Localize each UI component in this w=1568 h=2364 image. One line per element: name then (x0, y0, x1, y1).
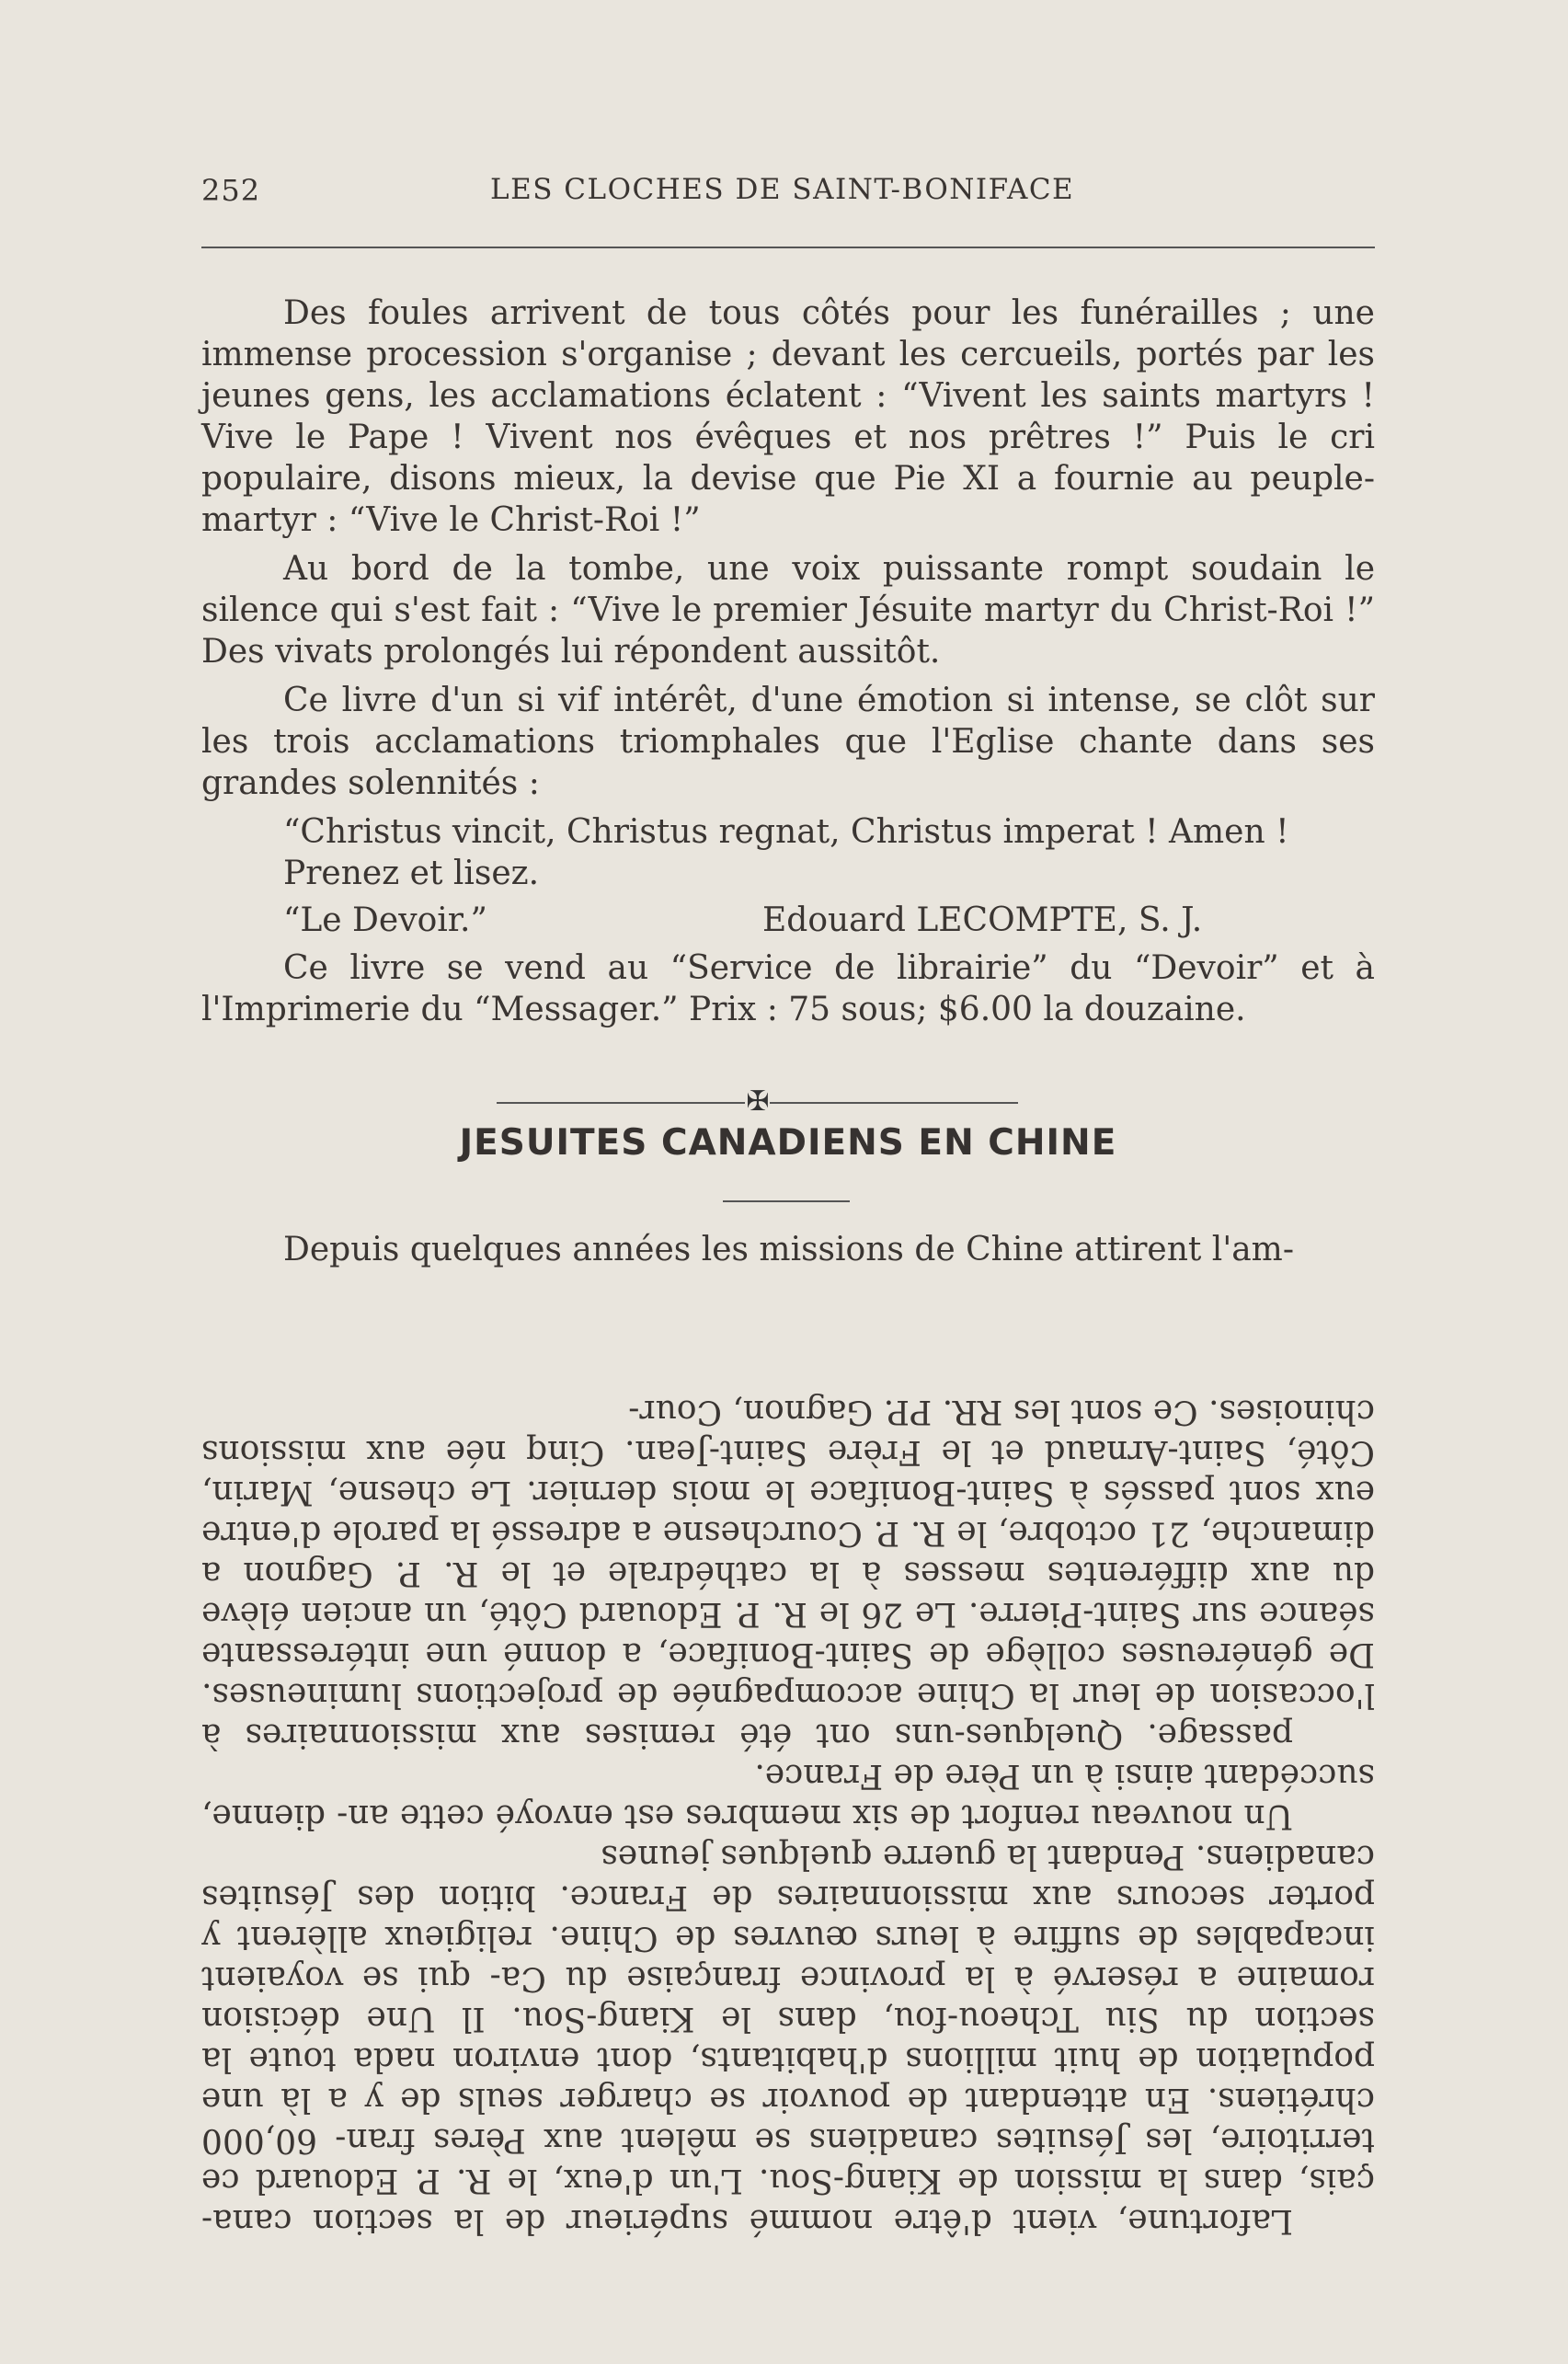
paragraph-tombe: Au bord de la tombe, une voix puissante rompt soudain le silence qui s'est fait : “Vive le premier Jésuite martyr du Christ-Roi !” Des vivats prolongés lui répondent aussitôt. (201, 550, 1375, 671)
section-ornament (497, 1084, 1016, 1120)
page-header (201, 173, 1375, 215)
inverted-paragraph-1: Lafortune, vient d'être nommé supérieur de la section cana- çais, dans la mission de Kiang-Sou. L'un d'eux, le R. P. Edouard ce territoire, les Jésuites canadiens se mêlent aux Pères fran- 60,000 chrétiens. En attendant de pouvoir se charger seuls de y a là une population de huit millions d'habitants, dont environ nada toute la section du Siu Tcheou-fou, dans le Kiang-Sou. Il Une décision romaine a réservé à la province française du Ca- qui se voyaient incapables de suffire à leurs œuvres de Chine. religieux allèrent y porter secours aux missionnaires de France. bition des Jésuites canadiens. Pendant la guerre quelques jeunes (201, 1838, 1375, 2240)
signature-source: “Le Devoir.” (283, 901, 487, 939)
paragraph-funerailles: Des foules arrivent de tous côtés pour les funérailles ; une immense procession s'organise ; devant les cercueils, portés par les jeunes gens, les acclamations éclatent : “Vivent les saints martyrs ! Vive le Pape ! Vivent nos évêques et nos prêtres !” Puis le cri populaire, disons mieux, la devise que Pie XI a fournie au peuple-martyr : “Vive le Christ-Roi !” (201, 294, 1375, 539)
sale-note: Ce livre se vend au “Service de librairie” du “Devoir” et à l'Imprimerie du “Messager.” Prix : 75 sous; $6.00 la douzaine. (201, 949, 1375, 1028)
maltese-cross-icon: ✠ (746, 1085, 770, 1118)
ornament-rule-left (497, 1102, 745, 1104)
title-rule (723, 1200, 850, 1202)
header-rule (201, 247, 1375, 248)
lead-text: Depuis quelques années les missions de Chine attirent l'am- (283, 1231, 1294, 1268)
signature-author: Edouard LECOMPTE, S. J. (762, 901, 1203, 939)
ornament-rule-right (770, 1102, 1018, 1104)
article-body (201, 293, 1375, 1038)
signature-line (201, 894, 1375, 947)
inverted-paragraph-3: passage. Quelques-uns ont été remises aux missionnaires à l'occasion de leur la Chine accompagnée de projections lumineuses. De généreuses collège de Saint-Boniface, a donné une intéressante séance sur Saint-Pierre. Le 26 le R. P. Edouard Côté, un ancien élève du aux différentes messes à la cathédrale et le R. P. Gagnon a dimanche, 21 octobre, le R. P. Courchesne a adressé la parole d'entre eux sont passés à Saint-Boniface le mois dernier. Le chesne, Marin, Côté, Saint-Arnaud et le Frère Saint-Jean. Cinq née aux missions chinoises. Ce sont les RR. PP. Gagnon, Cour- (201, 1393, 1375, 1754)
running-head: LES CLOCHES DE SAINT-BONIFACE (490, 173, 1075, 206)
lead-line (201, 1229, 1375, 1270)
latin-acclamation: “Christus vincit, Christus regnat, Christus imperat ! Amen ! (283, 813, 1289, 851)
inverted-paragraph-2: Un nouveau renfort de six membres est envoyé cette an- dienne, succédant ainsi à un Père de France. (201, 1757, 1375, 1835)
section-title: JESUITES CANADIENS EN CHINE (459, 1122, 1117, 1164)
closing-line: Prenez et lisez. (283, 855, 540, 892)
page-number: 252 (201, 173, 261, 208)
paragraph-livre: Ce livre d'un si vif intérêt, d'une émotion si intense, se clôt sur les trois acclamations triomphales que l'Eglise chante dans ses grandes solennités : (201, 682, 1375, 802)
inverted-text-block (201, 1302, 1375, 2241)
